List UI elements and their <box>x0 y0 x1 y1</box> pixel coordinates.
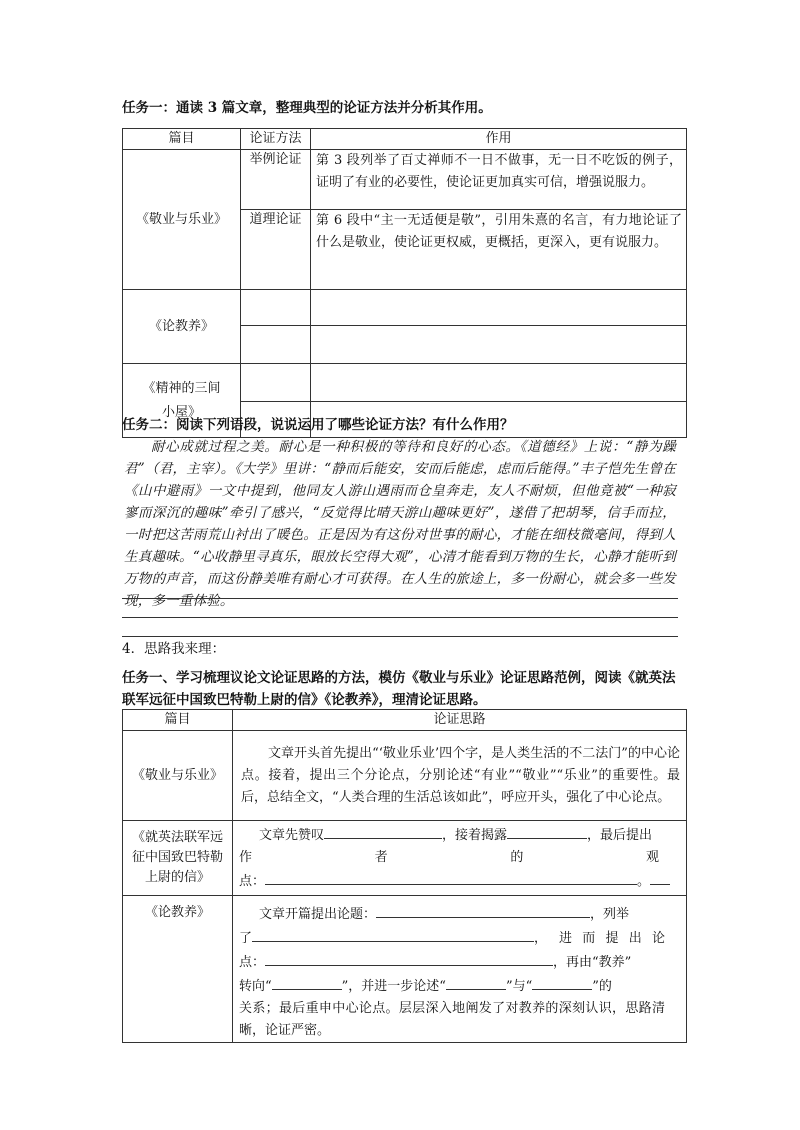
text-fragment: 。 <box>637 874 651 889</box>
text-fragment: 者 <box>374 850 388 865</box>
fill-blank[interactable] <box>265 950 553 966</box>
argument-structure-table <box>122 709 687 1043</box>
argument-methods-table <box>122 128 687 438</box>
table-row <box>123 896 687 1043</box>
effect-cell: 第 3 段列举了百丈禅师不一日不做事，无一日不吃饭的例子，证明了有业的必要性，使论证更加真实可信，增强说服力。 <box>311 150 687 210</box>
text-fragment: ”与“ <box>505 979 533 994</box>
table-header-row <box>123 710 687 731</box>
text-fragment: 了 <box>239 931 253 946</box>
title-cell-xiaowu: 《精神的三间小屋》 <box>123 364 241 438</box>
text-fragment: 提 <box>605 931 619 946</box>
fill-blank[interactable] <box>324 823 442 839</box>
header-structure: 论证思路 <box>233 710 687 731</box>
method-cell: 举例论证 <box>241 150 311 210</box>
structure-cell-fill <box>233 896 687 1043</box>
text-fragment: 观 <box>645 850 659 865</box>
method-cell-empty[interactable] <box>241 290 311 326</box>
table-row <box>123 150 687 210</box>
header-method: 论证方法 <box>241 129 311 150</box>
answer-line[interactable] <box>122 598 678 599</box>
text-fragment: ，列举 <box>590 907 630 922</box>
text-fragment: 作 <box>239 850 253 865</box>
header-title: 篇目 <box>123 710 233 731</box>
text-fragment: 转向“ <box>239 979 272 994</box>
task2-heading: 任务二：阅读下列语段，说说运用了哪些论证方法？有什么作用？ <box>122 417 514 433</box>
fill-blank[interactable] <box>650 869 670 885</box>
text-fragment: 的 <box>510 850 524 865</box>
fill-blank[interactable] <box>507 823 587 839</box>
text-fragment: 点： <box>239 955 266 970</box>
text-fragment: 点： <box>239 874 266 889</box>
reading-passage: 耐心成就过程之美。耐心是一种积极的等待和良好的心态。《道德经》上说：“静为躁君”（君，主宰）。《大学》里讲：“静而后能安，安而后能虑，虑而后能得。”丰子恺先生曾在《山中避雨》一文中提到，他同友人游山遇雨而仓皇奔走，友人不耐烦，但他竟被“一种寂寥而深沉的趣味”牵引了感兴，“反觉得比晴天游山趣味更好”，遂借了把胡琴，信手而拉，一时把这苦雨荒山衬出了暖色。正是因为有这份对世事的耐心，才能在细枝微毫间，得到人生真趣味。“心收静里寻真乐，眼放长空得大观”，心清才能看到万物的生长，心静才能听到万物的声音，而这份静美唯有耐心才可获得。在人生的旅途上，多一份耐心，就会多一些发现，多一重体验。 <box>124 439 676 609</box>
title-cell-jingye: 《敬业与乐业》 <box>123 150 241 290</box>
structure-cell-fill <box>233 821 687 896</box>
text-fragment: ”的 <box>592 979 612 994</box>
text-fragment: 进 <box>559 931 573 946</box>
table-row <box>123 290 687 326</box>
title-cell-jingye: 《敬业与乐业》 <box>123 731 233 821</box>
section4-title: 4．思路我来理： <box>122 641 226 657</box>
text-fragment: ，接着揭露 <box>442 828 508 843</box>
effect-cell: 第 6 段中“主一无适便是敬”，引用朱熹的名言，有力地论证了什么是敬业，使论证更权威，更概括，更深入，更有说服力。 <box>311 210 687 290</box>
fill-blank[interactable] <box>376 902 590 918</box>
structure-cell: 文章开头首先提出“‘敬业乐业’四个字，是人类生活的不二法门”的中心论点。接着，提出三个分论点，分别论述“有业”“敬业”“乐业”的重要性。最后，总结全文，“人类合理的生活总该如此”，呼应开头，强化了中心论点。 <box>233 731 687 821</box>
fill-blank[interactable] <box>532 974 592 990</box>
text-fragment: ”，并进一步论述“ <box>341 979 446 994</box>
text-fragment: 而 <box>582 931 596 946</box>
text-fragment: ，再由“教养” <box>553 955 632 970</box>
section4-heading: 任务一、学习梳理议论文论证思路的方法，模仿《敬业与乐业》论证思路范例，阅读《就英法联军远征中国致巴特勒上尉的信》《论教养》，理清论证思路。 <box>122 670 676 708</box>
effect-cell-empty[interactable] <box>311 364 687 402</box>
method-cell-empty[interactable] <box>241 364 311 402</box>
task1-heading: 任务一：通读 3 篇文章，整理典型的论证方法并分析其作用。 <box>122 100 492 116</box>
text-fragment: 文章开篇提出论题： <box>259 907 377 922</box>
answer-line[interactable] <box>122 636 678 637</box>
text-fragment: ，最后提出 <box>587 828 653 843</box>
table-row <box>123 731 687 821</box>
table-header-row <box>123 129 687 150</box>
text-fragment: 文章先赞叹 <box>259 828 325 843</box>
text-fragment: 论 <box>651 931 665 946</box>
method-cell: 道理论证 <box>241 210 311 290</box>
fill-blank[interactable] <box>446 974 506 990</box>
method-cell-empty[interactable] <box>241 326 311 364</box>
header-title: 篇目 <box>123 129 241 150</box>
table-row <box>123 821 687 896</box>
answer-line[interactable] <box>122 617 678 618</box>
fill-blank[interactable] <box>272 974 342 990</box>
effect-cell-empty[interactable] <box>311 326 687 364</box>
fill-blank[interactable] <box>252 926 534 942</box>
header-effect: 作用 <box>311 129 687 150</box>
table-row <box>123 364 687 402</box>
text-fragment: 关系；最后重申中心论点。层层深入地阐发了对教养的深刻认识，思路清晰，论证严密。 <box>239 1001 665 1038</box>
title-cell-jiaoyang: 《论教养》 <box>123 290 241 364</box>
effect-cell-empty[interactable] <box>311 290 687 326</box>
text-fragment: 出 <box>628 931 642 946</box>
title-cell-letter: 《就英法联军远征中国致巴特勒上尉的信》 <box>123 821 233 896</box>
text-fragment: ， <box>534 931 548 946</box>
fill-blank[interactable] <box>265 869 637 885</box>
title-cell-jiaoyang: 《论教养》 <box>123 896 233 1043</box>
